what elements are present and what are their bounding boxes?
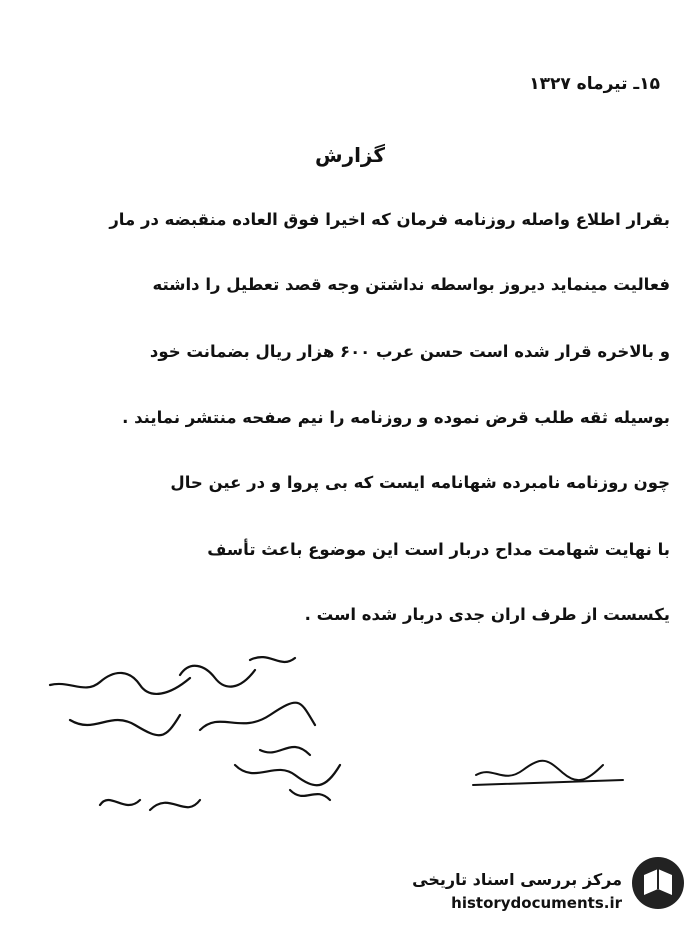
body-line: بوسیله ثقه طلب قرض نموده و روزنامه را نیم صفحه منتشر نمایند . [122, 408, 670, 427]
body-line: فعالیت مینماید دیروز بواسطه نداشتن وجه قصد تعطیل را داشته [152, 275, 670, 294]
body-line: و بالاخره قرار شده است حسن عرب ۶۰۰ هزار ریال بضمانت خود [149, 342, 670, 361]
watermark-url[interactable]: historydocuments.ir [451, 894, 622, 912]
body-line: چون روزنامه نامبرده شهانامه ایست که بی پروا و در عین حال [170, 473, 670, 492]
body-line: بقرار اطلاع واصله روزنامه فرمان که اخیرا فوق العاده منقبضه در مار [109, 210, 670, 229]
body-line: یکسست از طرف اران جدی دربار شده است . [304, 605, 670, 624]
document-date: ۱۵ـ تیرماه ۱۳۲۷ [529, 74, 660, 94]
handwritten-annotation [40, 640, 370, 840]
signature [468, 745, 628, 795]
archive-logo [630, 855, 686, 911]
body-line: با نهایت شهامت مداح دربار است این موضوع باعث تأسف [207, 540, 670, 559]
document-title: گزارش [314, 143, 386, 167]
watermark-title: مرکز بررسی اسناد تاریخی [412, 870, 622, 889]
